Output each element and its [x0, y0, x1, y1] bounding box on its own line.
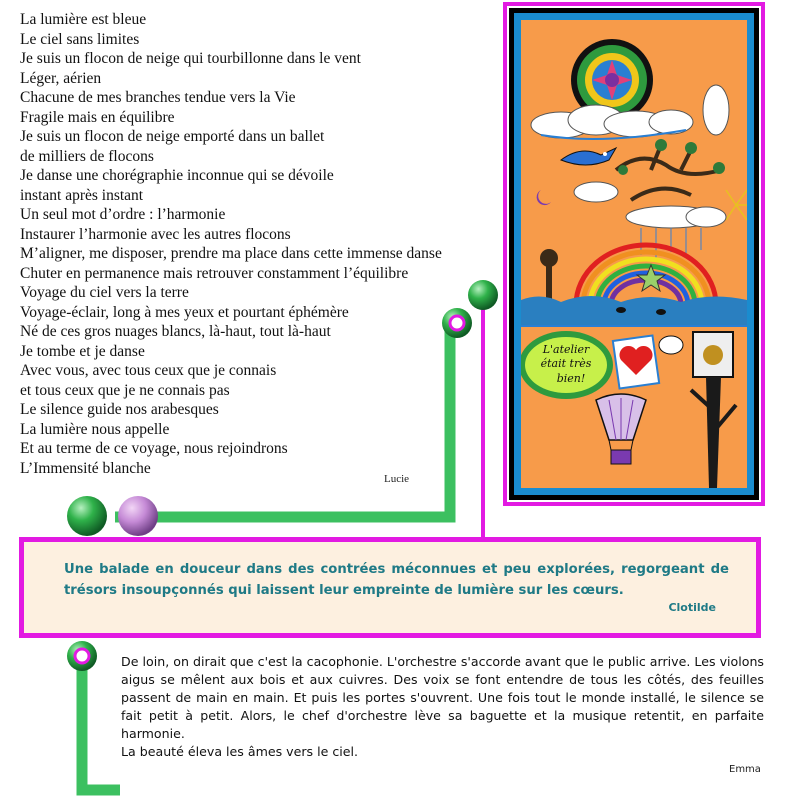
bubble-line-1: L'atelier — [542, 343, 590, 356]
poem-line: instant après instant — [20, 186, 144, 204]
child-drawing — [521, 20, 747, 488]
quote-text: Une balade en douceur dans des contrées méconnues et peu explorées, regorgeant de trésors insoupçonnés qui laissent leur empreinte de lumière sur les cœurs. — [64, 562, 729, 598]
green-ball — [67, 496, 107, 536]
poem-line: L’Immensité blanche — [20, 459, 151, 477]
poem-line: Je suis un flocon de neige qui tourbillonne dans le vent — [20, 50, 361, 67]
bubble-line-2: était très — [540, 357, 592, 370]
tree — [540, 249, 558, 305]
poem-line: Chacune de mes branches tendue vers la Vie — [20, 89, 296, 106]
poem-line: Léger, aérien — [20, 69, 102, 87]
balloon — [596, 394, 646, 464]
poem-line: La lumière nous appelle — [20, 420, 170, 438]
poem-line: Instaurer l’harmonie avec les autres flocons — [20, 225, 291, 243]
sea — [521, 296, 747, 325]
poem-line: Né de ces gros nuages blancs, là-haut, tout là-haut — [20, 323, 331, 340]
quote-author: Clotilde — [668, 601, 716, 614]
prose-closing: La beauté éleva les âmes vers le ciel. — [121, 744, 359, 759]
poem-line: Avec vous, avec tous ceux que je connais — [20, 362, 277, 379]
poem-line: de milliers de flocons — [20, 147, 154, 165]
sun-rays — [726, 190, 747, 220]
purple-ball — [118, 496, 158, 536]
poem-line: Je tombe et je danse — [20, 342, 145, 360]
poem-line: M’aligner, me disposer, prendre ma place dans cette immense danse — [20, 245, 442, 262]
poem-line: Je danse une chorégraphie inconnue qui se dévoile — [20, 167, 334, 184]
lantern — [693, 332, 733, 377]
prose-text: De loin, on dirait que c'est la cacophonie. L'orchestre s'accorde avant que le public arrive. Les violons aigus se mêlent aux bois et aux cuivres. Des voix se font entendre de tous les côtés, des feuilles passent de main en main. Et puis les portes s'ouvrent. Une fois tout le monde installé, le silence se fait petit à petit. Alors, le chef d'orchestre lève sa baguette et la musique retentit, en parfaite harmonie. — [121, 654, 764, 741]
poem-line: Un seul mot d’ordre : l’harmonie — [20, 206, 226, 223]
green-ball — [468, 280, 498, 310]
poem-line: Voyage du ciel vers la terre — [20, 284, 189, 301]
poem-line: Le ciel sans limites — [20, 30, 140, 48]
poem-line: Fragile mais en équilibre — [20, 108, 175, 126]
dark-tree — [706, 377, 721, 488]
poem-line: Et au terme de ce voyage, nous rejoindrons — [20, 440, 288, 457]
branch — [616, 145, 721, 200]
poem-line: Voyage-éclair, long à mes yeux et pourtant éphémère — [20, 303, 349, 321]
poem-line: Le silence guide nos arabesques — [20, 401, 219, 418]
prose — [121, 653, 764, 761]
poem-line: Je suis un flocon de neige emporté dans un ballet — [20, 128, 325, 145]
thought-bubble — [659, 336, 683, 354]
prose-author: Emma — [729, 764, 761, 775]
poem-author: Lucie — [384, 473, 410, 485]
bird — [561, 148, 616, 165]
poem-line: La lumière est bleue — [20, 11, 147, 28]
quote-box — [19, 537, 761, 638]
moon — [537, 190, 551, 205]
poem-line: et tous ceux que je ne connais pas — [20, 381, 230, 399]
speech-bubble — [521, 331, 613, 399]
heart-card — [613, 335, 659, 388]
bubble-line-3: bien! — [556, 372, 586, 385]
poem-line: Chuter en permanence mais retrouver constamment l’équilibre — [20, 264, 409, 282]
